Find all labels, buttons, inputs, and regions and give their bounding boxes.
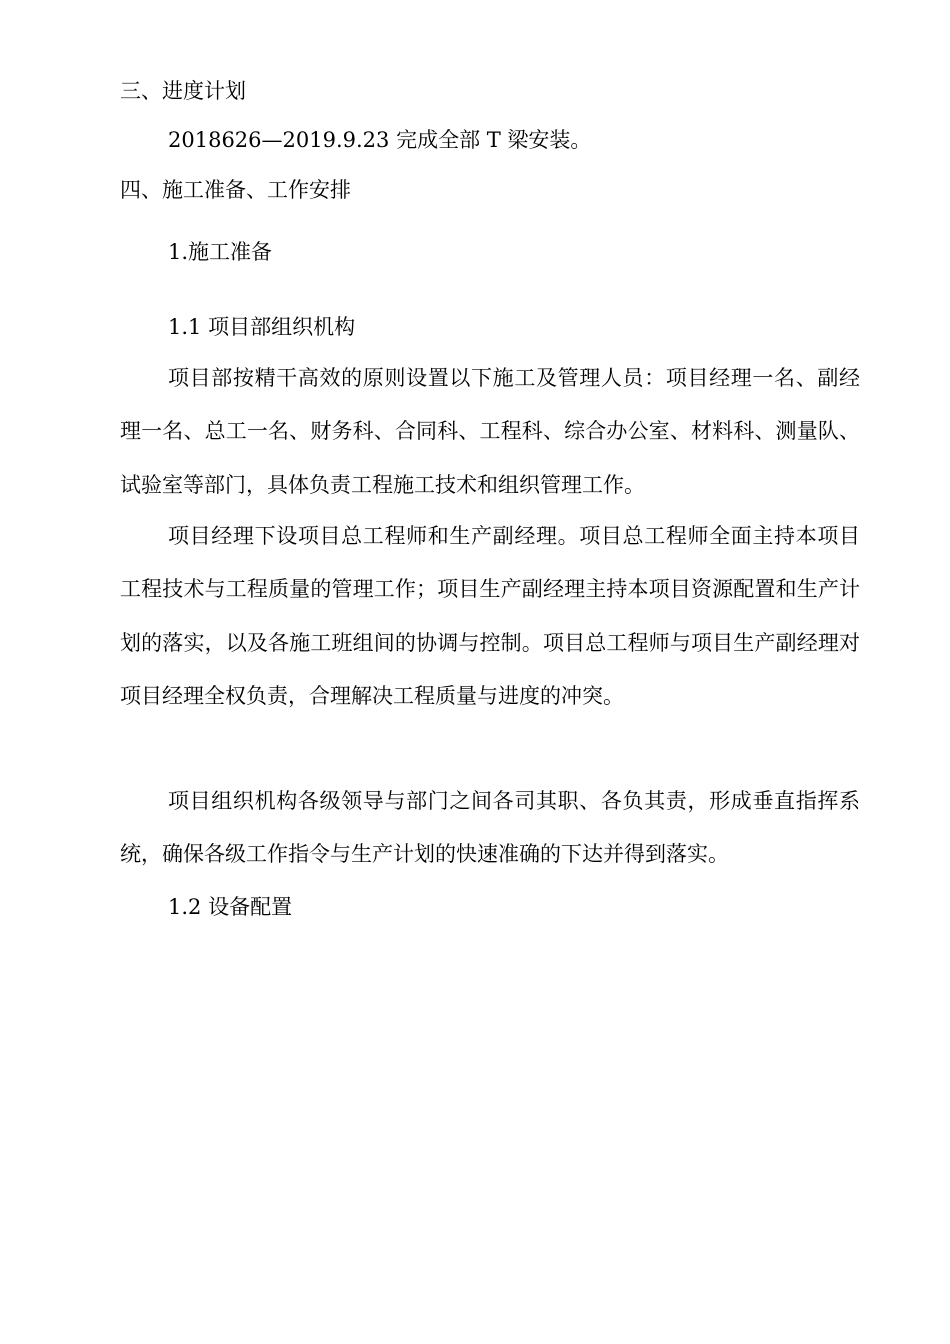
organization-paragraph-3: 项目组织机构各级领导与部门之间各司其职、各负其责，形成垂直指挥系统，确保各级工作指令与生产计划的快速准确的下达并得到落实。 <box>120 789 860 867</box>
section-3-heading: 三、进度计划 <box>120 79 246 103</box>
subsection-1-2-heading: 1.2 设备配置 <box>168 895 293 919</box>
section-4-heading: 四、施工准备、工作安排 <box>120 178 351 202</box>
subsection-1-heading: 1.施工准备 <box>168 240 273 264</box>
subsection-1-1-heading: 1.1 项目部组织机构 <box>168 315 356 339</box>
organization-paragraph-1: 项目部按精干高效的原则设置以下施工及管理人员：项目经理一名、副经理一名、总工一名、财务科、合同科、工程科、综合办公室、材料科、测量队、试验室等部门，具体负责工程施工技术和组织管理工作。 <box>120 366 860 497</box>
organization-paragraph-2: 项目经理下设项目总工程师和生产副经理。项目总工程师全面主持本项目工程技术与工程质量的管理工作；项目生产副经理主持本项目资源配置和生产计划的落实，以及各施工班组间的协调与控制。项目总工程师与项目生产副经理对项目经理全权负责，合理解决工程质量与进度的冲突。 <box>120 524 860 708</box>
schedule-text: 2018626—2019.9.23 完成全部 T 梁安装。 <box>168 128 592 152</box>
